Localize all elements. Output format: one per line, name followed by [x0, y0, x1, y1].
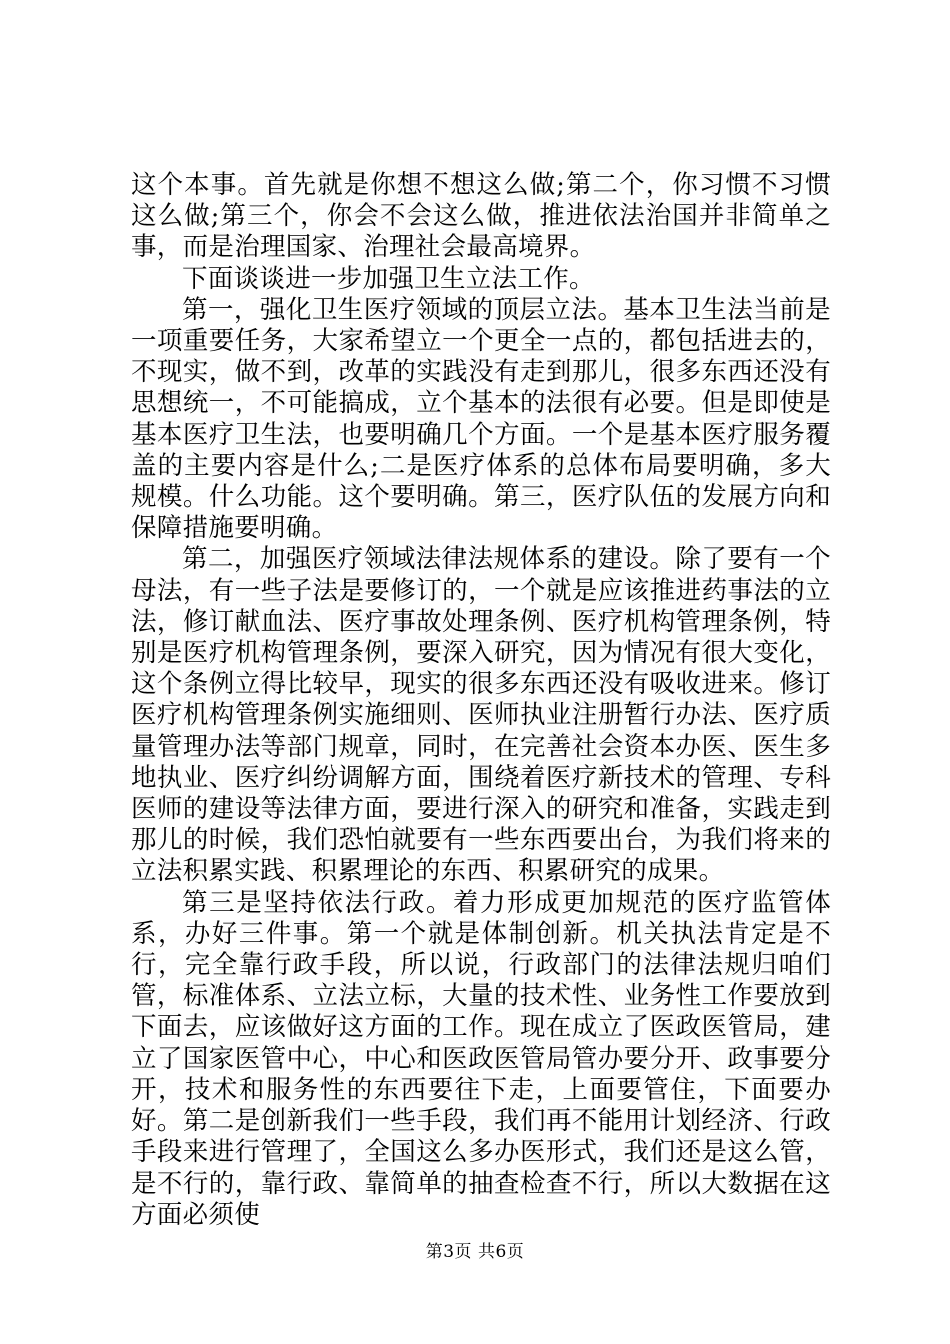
paragraph-intro: 下面谈谈进一步加强卫生立法工作。 [182, 263, 595, 294]
document-body [131, 170, 831, 1231]
paragraph-second-point: 第二，加强医疗领域法律法规体系的建设。除了要有一个母法，有一些子法是要修订的，一个就是应该推进药事法的立法，修订献血法、医疗事故处理条例、医疗机构管理条例，特别是医疗机构管理条例，要深入研究，因为情况有很大变化，这个条例立得比较早，现实的很多东西还没有吸收进来。修订医疗机构管理条例实施细则、医师执业注册暂行办法、医疗质量管理办法等部门规章，同时，在完善社会资本办医、医生多地执业、医疗纠纷调解方面，围绕着医疗新技术的管理、专科医师的建设等法律方面，要进行深入的研究和准备，实践走到那儿的时候，我们恐怕就要有一些东西要出台，为我们将来的立法积累实践、积累理论的东西、积累研究的成果。 [131, 544, 831, 887]
paragraph-continuation: 这个本事。首先就是你想不想这么做;第二个，你习惯不习惯这么做;第三个，你会不会这么做，推进依法治国并非简单之事，而是治理国家、治理社会最高境界。 [131, 170, 831, 263]
page-number-footer: 第3页 共6页 [425, 1242, 525, 1262]
paragraph-first-point: 第一，强化卫生医疗领域的顶层立法。基本卫生法当前是一项重要任务，大家希望立一个更全一点的，都包括进去的，不现实，做不到，改革的实践没有走到那儿，很多东西还没有思想统一，不可能搞成，立个基本的法很有必要。但是即使是基本医疗卫生法，也要明确几个方面。一个是基本医疗服务覆盖的主要内容是什么;二是医疗体系的总体布局要明确，多大规模。什么功能。这个要明确。第三，医疗队伍的发展方向和保障措施要明确。 [131, 294, 831, 544]
paragraph-third-point: 第三是坚持依法行政。着力形成更加规范的医疗监管体系，办好三件事。第一个就是体制创新。机关执法肯定是不行，完全靠行政手段，所以说，行政部门的法律法规归咱们管，标准体系、立法立标，大量的技术性、业务性工作要放到下面去，应该做好这方面的工作。现在成立了医政医管局，建立了国家医管中心，中心和医政医管局管办要分开、政事要分开，技术和服务性的东西要往下走，上面要管住，下面要办好。第二是创新我们一些手段，我们再不能用计划经济、行政手段来进行管理了，全国这么多办医形式，我们还是这么管，是不行的，靠行政、靠简单的抽查检查不行，所以大数据在这方面必须使 [131, 887, 831, 1230]
